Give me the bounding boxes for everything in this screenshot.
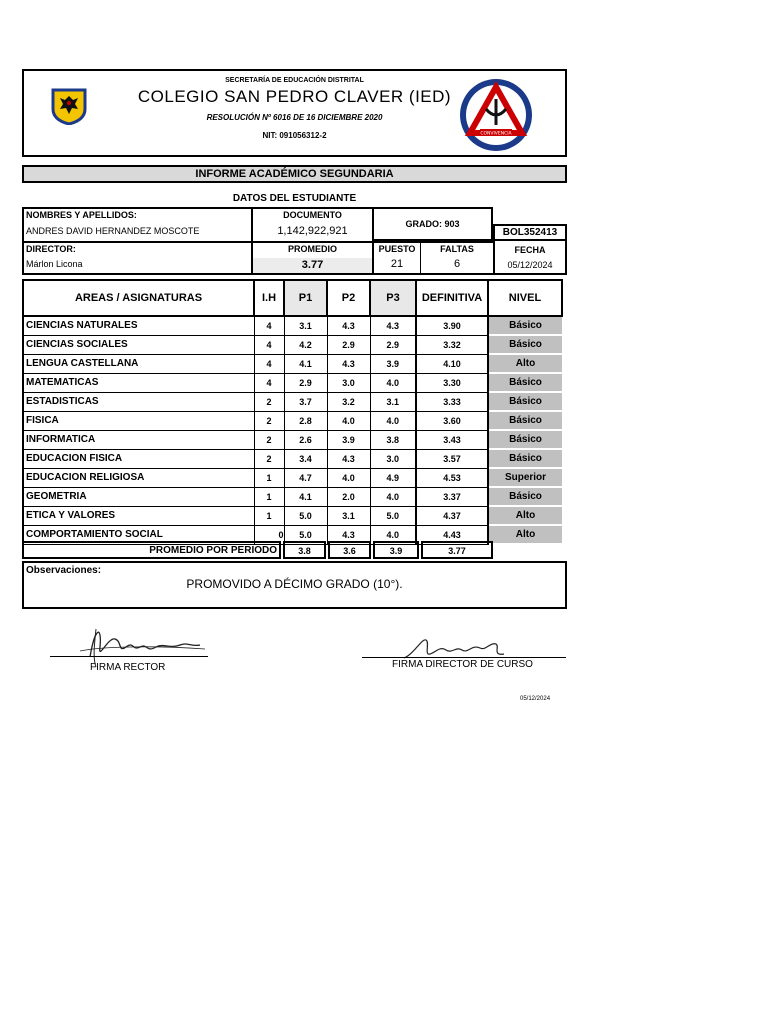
subject-p1: 4.1 [284, 354, 327, 373]
subject-nivel: Básico [488, 373, 562, 392]
subject-p1: 3.4 [284, 449, 327, 468]
subject-nivel: Básico [488, 449, 562, 468]
section-title: DATOS DEL ESTUDIANTE [232, 193, 357, 204]
subject-nivel: Alto [488, 525, 562, 544]
director-name: Márlon Licona [22, 258, 251, 275]
observaciones-text: PROMOVIDO A DÉCIMO GRADO (10°). [186, 577, 403, 591]
name-label: NOMBRES Y APELLIDOS: [22, 207, 251, 224]
subject-ih: 2 [254, 449, 284, 468]
table-row [23, 316, 562, 335]
subject-ih: 4 [254, 335, 284, 354]
report-title: INFORME ACADÉMICO SEGUNDARIA [22, 165, 567, 183]
table-row [23, 392, 562, 411]
subject-p2: 2.0 [327, 487, 370, 506]
subject-p3: 2.9 [370, 335, 416, 354]
observaciones-box [22, 561, 567, 609]
subject-ih: 1 [254, 468, 284, 487]
promedio-label: PROMEDIO [251, 241, 372, 258]
header-box [22, 69, 567, 157]
subject-definitiva: 3.60 [416, 411, 488, 430]
subject-p3: 4.0 [370, 487, 416, 506]
subject-p1: 4.1 [284, 487, 327, 506]
subject-ih: 2 [254, 392, 284, 411]
subject-name: INFORMATICA [23, 430, 254, 449]
table-row [23, 506, 562, 525]
director-signature-line [362, 657, 566, 658]
table-header-row [23, 280, 562, 316]
promedio-value: 3.77 [251, 258, 372, 275]
subject-definitiva: 4.43 [416, 525, 488, 544]
subject-nivel: Alto [488, 354, 562, 373]
promedio-definitiva: 3.77 [421, 541, 493, 559]
subject-name: CIENCIAS NATURALES [23, 316, 254, 335]
subject-p3: 4.0 [370, 373, 416, 392]
subject-p2: 4.3 [327, 354, 370, 373]
table-row [23, 468, 562, 487]
document-number: 1,142,922,921 [251, 224, 372, 241]
promedio-periodo-label: PROMEDIO POR PERIODO [22, 541, 281, 559]
header-p3: P3 [370, 280, 416, 316]
subject-name: MATEMATICAS [23, 373, 254, 392]
subject-ih: 2 [254, 430, 284, 449]
subject-nivel: Básico [488, 335, 562, 354]
subject-ih: 2 [254, 411, 284, 430]
document-label: DOCUMENTO [251, 207, 372, 224]
subject-p1: 4.2 [284, 335, 327, 354]
subject-ih: 4 [254, 316, 284, 335]
table-row [23, 411, 562, 430]
subject-p1: 5.0 [284, 525, 327, 544]
table-row [23, 487, 562, 506]
subject-name: EDUCACION FISICA [23, 449, 254, 468]
rector-signature-line [50, 656, 208, 657]
observaciones-label: Observaciones: [26, 565, 102, 576]
grade-label: GRADO: 903 [372, 207, 493, 241]
subject-name: EDUCACION RELIGIOSA [23, 468, 254, 487]
subject-p3: 3.8 [370, 430, 416, 449]
secretaria-text: SECRETARÍA DE EDUCACIÓN DISTRITAL [225, 77, 364, 84]
subject-p2: 2.9 [327, 335, 370, 354]
subject-p3: 4.0 [370, 525, 416, 544]
nit-text: NIT: 091056312-2 [262, 131, 327, 140]
subject-name: ETICA Y VALORES [23, 506, 254, 525]
puesto-label: PUESTO [372, 241, 420, 258]
subject-p2: 3.0 [327, 373, 370, 392]
subject-p2: 3.2 [327, 392, 370, 411]
subject-ih: 1 [254, 487, 284, 506]
subject-name: CIENCIAS SOCIALES [23, 335, 254, 354]
table-row [23, 373, 562, 392]
subject-name: FISICA [23, 411, 254, 430]
header-definitiva: DEFINITIVA [416, 280, 488, 316]
subject-p1: 2.8 [284, 411, 327, 430]
subject-definitiva: 3.32 [416, 335, 488, 354]
subject-name: LENGUA CASTELLANA [23, 354, 254, 373]
resolution-text: RESOLUCIÓN Nº 6016 DE 16 DICIEMBRE 2020 [206, 113, 383, 122]
subject-p1: 3.7 [284, 392, 327, 411]
subject-definitiva: 3.43 [416, 430, 488, 449]
subject-p3: 3.9 [370, 354, 416, 373]
subject-p2: 3.1 [327, 506, 370, 525]
school-seal-icon [458, 77, 534, 153]
subject-nivel: Básico [488, 392, 562, 411]
subject-definitiva: 3.37 [416, 487, 488, 506]
subject-nivel: Alto [488, 506, 562, 525]
subject-p2: 4.0 [327, 411, 370, 430]
subject-p2: 4.0 [327, 468, 370, 487]
subject-nivel: Básico [488, 316, 562, 335]
subject-nivel: Básico [488, 411, 562, 430]
subject-ih: 0 [254, 525, 284, 544]
header-p2: P2 [327, 280, 370, 316]
subject-p2: 4.3 [327, 449, 370, 468]
subject-p2: 3.9 [327, 430, 370, 449]
subject-name: ESTADISTICAS [23, 392, 254, 411]
table-row [23, 449, 562, 468]
subject-nivel: Básico [488, 487, 562, 506]
subject-p3: 4.3 [370, 316, 416, 335]
subject-name: GEOMETRIA [23, 487, 254, 506]
promedio-p2: 3.6 [328, 541, 371, 559]
subject-definitiva: 3.90 [416, 316, 488, 335]
fecha-value: 05/12/2024 [493, 258, 567, 275]
rector-signature-label: FIRMA RECTOR [90, 662, 166, 673]
subject-p2: 4.3 [327, 316, 370, 335]
header-p1: P1 [284, 280, 327, 316]
table-row [23, 354, 562, 373]
subject-nivel: Básico [488, 430, 562, 449]
subject-p3: 4.9 [370, 468, 416, 487]
footer-date: 05/12/2024 [520, 696, 551, 702]
subject-definitiva: 3.30 [416, 373, 488, 392]
subject-p3: 3.0 [370, 449, 416, 468]
subject-p1: 5.0 [284, 506, 327, 525]
table-row [23, 335, 562, 354]
subject-definitiva: 4.10 [416, 354, 488, 373]
fecha-label: FECHA [493, 241, 567, 258]
subject-p3: 4.0 [370, 411, 416, 430]
subject-definitiva: 4.37 [416, 506, 488, 525]
subject-p1: 2.9 [284, 373, 327, 392]
subject-definitiva: 3.33 [416, 392, 488, 411]
subject-ih: 4 [254, 354, 284, 373]
subject-p1: 4.7 [284, 468, 327, 487]
subject-p1: 2.6 [284, 430, 327, 449]
header-area: AREAS / ASIGNATURAS [23, 280, 254, 316]
subject-p3: 3.1 [370, 392, 416, 411]
subject-p2: 4.3 [327, 525, 370, 544]
grades-table [22, 279, 563, 545]
seal-text: CONVIVENCIA [480, 131, 512, 137]
director-label: DIRECTOR: [22, 241, 251, 258]
puesto-value: 21 [372, 258, 420, 275]
faltas-label: FALTAS [420, 241, 493, 258]
report-code: BOL352413 [493, 224, 567, 241]
header-nivel: NIVEL [488, 280, 562, 316]
subject-name: COMPORTAMIENTO SOCIAL [23, 525, 254, 544]
faltas-value: 6 [420, 258, 493, 275]
subject-p3: 5.0 [370, 506, 416, 525]
subject-definitiva: 4.53 [416, 468, 488, 487]
subject-ih: 1 [254, 506, 284, 525]
subject-nivel: Superior [488, 468, 562, 487]
school-name: COLEGIO SAN PEDRO CLAVER (IED) [137, 87, 452, 106]
table-row [23, 430, 562, 449]
student-name: ANDRES DAVID HERNANDEZ MOSCOTE [22, 224, 251, 241]
promedio-p1: 3.8 [283, 541, 326, 559]
subject-definitiva: 3.57 [416, 449, 488, 468]
subject-p1: 3.1 [284, 316, 327, 335]
header-ih: I.H [254, 280, 284, 316]
director-signature-label: FIRMA DIRECTOR DE CURSO [392, 659, 533, 670]
promedio-p3: 3.9 [373, 541, 419, 559]
subject-ih: 4 [254, 373, 284, 392]
